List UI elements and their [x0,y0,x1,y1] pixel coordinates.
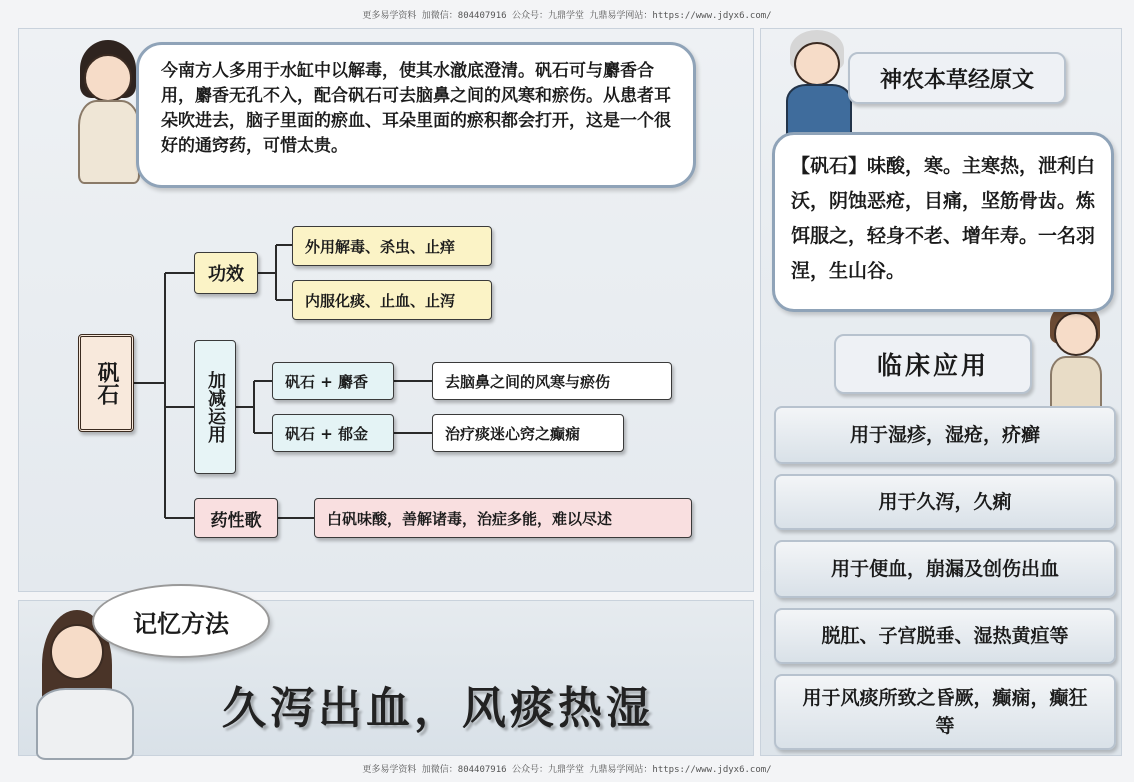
combo-pair-curcuma: 矾石 + 郁金 [272,414,394,452]
footer-text: 更多易学资料 加微信：804407916 公众号：九鼎学堂 九鼎易学网站：https://www.jdyx6.com/ [362,765,772,775]
mnemonic-text: 久泻出血，风痰热湿 [222,683,654,734]
clinical-item-prolapse: 脱肛、子宫脱垂、湿热黄疸等 [774,608,1116,664]
clinical-use-title: 临床应用 [834,334,1032,394]
combo-pair-musk: 矾石 + 麝香 [272,362,394,400]
header-text: 更多易学资料 加微信：804407916 公众号：九鼎学堂 九鼎易学网站：https://www.jdyx6.com/ [362,11,772,21]
memory-method-title: 记忆方法 [92,584,270,658]
clinical-item-diarrhea: 用于久泻，久痢 [774,474,1116,530]
efficacy-item-external: 外用解毒、杀虫、止痒 [292,226,492,266]
clinical-item-epilepsy: 用于风痰所致之昏厥，癫痫，癫狂等 [774,674,1116,750]
herb-song-node: 药性歌 [194,498,278,538]
herb-song-text: 白矾味酸，善解诸毒，治症多能，难以尽述 [314,498,692,538]
original-text-body: 【矾石】味酸，寒。主寒热，泄利白沃，阴蚀恶疮，目痛，坚筋骨齿。炼饵服之，轻身不老、增年寿。一名羽涅，生山谷。 [772,132,1114,312]
root-node-alum: 矾石 [78,334,134,432]
original-text-title: 神农本草经原文 [848,52,1066,104]
combo-effect-musk: 去脑鼻之间的风寒与瘀伤 [432,362,672,400]
connector-root-trunk [134,273,194,518]
combination-node: 加减运用 [194,340,236,474]
connector-combo-branch [236,381,272,433]
combo-effect-curcuma: 治疗痰迷心窍之癫痫 [432,414,624,452]
intro-speech-bubble: 今南方人多用于水缸中以解毒，使其水澈底澄清。矾石可与麝香合用，麝香无孔不入，配合矾石可去脑鼻之间的风寒和瘀伤。从患者耳朵吹进去，脑子里面的瘀血、耳朵里面的瘀积都会打开，这是一个很好的通窍药，可惜太贵。 [136,42,696,188]
connector-efficacy-branch [258,245,292,300]
efficacy-item-internal: 内服化痰、止血、止泻 [292,280,492,320]
clinical-item-bleeding: 用于便血，崩漏及创伤出血 [774,540,1116,598]
efficacy-node: 功效 [194,252,258,294]
clinical-item-eczema: 用于湿疹，湿疮，疥癣 [774,406,1116,464]
